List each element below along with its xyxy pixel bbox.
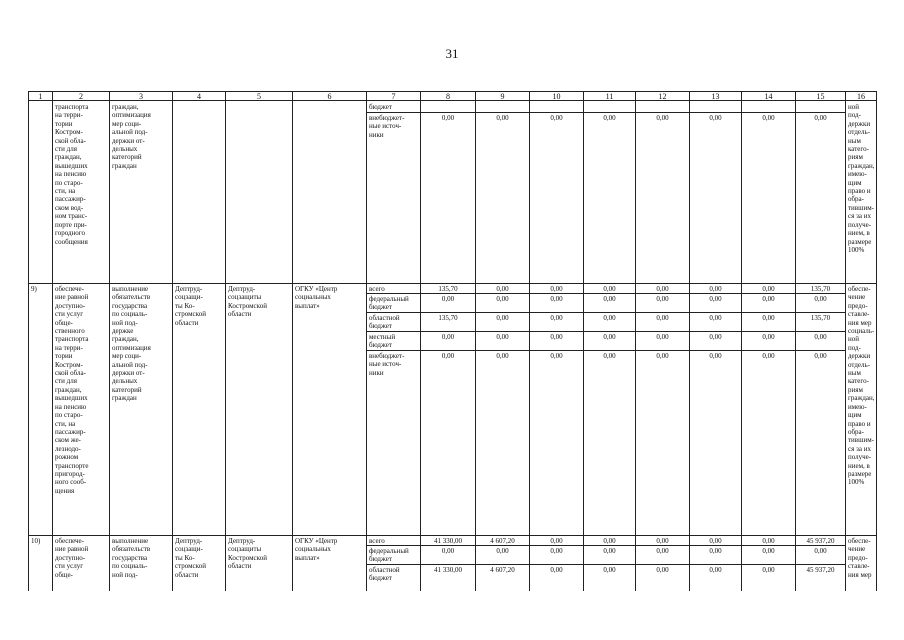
- amount-value: 0,00: [496, 114, 509, 122]
- amount-value: 0,00: [814, 547, 827, 555]
- amount-value: 0,00: [441, 352, 455, 360]
- column-header: 9: [475, 91, 529, 101]
- cell-text: ной под- держки отдель- ным катего- риям граждан, имею- щим право и обра- тившим- ся за их получе- нием, в размере 100%: [848, 103, 874, 254]
- amount-value: 0,00: [709, 285, 722, 293]
- amount-value: 0,00: [496, 352, 509, 360]
- amount-value: 0,00: [656, 314, 669, 322]
- column-line: [420, 101, 421, 591]
- amount-value: 0,00: [550, 285, 563, 293]
- amount-value: 0,00: [550, 352, 563, 360]
- column-header: 3: [109, 91, 172, 101]
- cell-text: 9): [31, 285, 37, 293]
- source-label: федеральный бюджет: [369, 547, 409, 564]
- source-label: внебюджет- ные источ- ники: [369, 352, 405, 377]
- amount-value: 0,00: [656, 295, 669, 303]
- amount-value: 0,00: [603, 537, 616, 545]
- amount-value: 0,00: [550, 333, 563, 341]
- cell-text: Дептруд- соцзащиты Костромской области: [228, 537, 267, 571]
- amount-value: 0,00: [762, 114, 775, 122]
- column-line: [172, 101, 173, 591]
- column-line: [529, 101, 530, 591]
- column-header: 1: [28, 91, 52, 101]
- amount-value: 0,00: [550, 314, 563, 322]
- column-header: 6: [292, 91, 366, 101]
- amount-value: 135,70: [810, 285, 831, 293]
- amount-value: 0,00: [441, 547, 455, 555]
- column-header: 4: [172, 91, 225, 101]
- amount-value: 0,00: [550, 295, 563, 303]
- column-header: 5: [225, 91, 292, 101]
- cell-text: граждан, оптимизация мер соци- альной под- держки от- дельных категорий граждан: [112, 103, 151, 170]
- amount-value: 41 330,00: [434, 537, 462, 545]
- cell-text: Дептруд- соцзащиты Костромской области: [228, 285, 267, 319]
- page-number: 31: [445, 46, 459, 61]
- column-line: [795, 101, 796, 591]
- amount-value: 0,00: [656, 537, 669, 545]
- column-header: 8: [420, 91, 475, 101]
- column-header: 16: [845, 91, 877, 101]
- amount-value: 0,00: [762, 352, 775, 360]
- amount-value: 0,00: [550, 537, 563, 545]
- cell-text: обеспече- ние равной доступно- сти услуг обще-: [55, 537, 89, 579]
- cell-text: транспорта на терри- тории Костром- ской обла- сти для граждан, вышедших на пенсию по старо- сти, на пассажир- ском вод- ном транс- порте при- городного сообщения: [55, 103, 89, 246]
- column-header: 2: [52, 91, 109, 101]
- amount-value: 0,00: [496, 285, 509, 293]
- cell-text: Дептруд- соцзащи- ты Ко- стромской области: [175, 537, 206, 579]
- amount-value: 0,00: [709, 314, 722, 322]
- amount-value: 0,00: [762, 285, 775, 293]
- amount-value: 0,00: [603, 114, 616, 122]
- amount-value: 0,00: [441, 295, 455, 303]
- amount-value: 0,00: [709, 547, 722, 555]
- amount-value: 0,00: [762, 537, 775, 545]
- amount-value: 0,00: [603, 333, 616, 341]
- column-header: 10: [529, 91, 583, 101]
- amount-value: 0,00: [496, 333, 509, 341]
- cell-text: Дептруд- соцзащи- ты Ко- стромской области: [175, 285, 206, 327]
- column-line: [109, 101, 110, 591]
- amount-value: 0,00: [656, 566, 669, 574]
- cell-text: 10): [31, 537, 41, 545]
- cell-text: обеспе- чение предо- ставле- ния мер социаль- ной под- держки отдель- ным катего- риям граждан, имею- щим право и обра- тившим- ся за их получе- нием, в размере 100%: [848, 285, 874, 487]
- amount-value: 0,00: [656, 547, 669, 555]
- amount-value: 0,00: [709, 537, 722, 545]
- cell-text: ОГКУ «Центр социальных выплат»: [295, 537, 338, 562]
- column-header: 13: [689, 91, 741, 101]
- subrow-line: [366, 564, 845, 565]
- amount-value: 0,00: [550, 547, 563, 555]
- source-label: областной бюджет: [369, 314, 400, 331]
- source-label: бюджет: [369, 103, 392, 111]
- source-label: областной бюджет: [369, 566, 400, 583]
- column-line: [28, 101, 29, 591]
- column-header: 12: [635, 91, 689, 101]
- amount-value: 0,00: [709, 114, 722, 122]
- column-header: 11: [583, 91, 635, 101]
- amount-value: 135,70: [438, 314, 458, 322]
- subrow-line: [366, 112, 845, 113]
- amount-value: 0,00: [762, 333, 775, 341]
- amount-value: 0,00: [603, 295, 616, 303]
- amount-value: 0,00: [709, 295, 722, 303]
- amount-value: 0,00: [656, 114, 669, 122]
- amount-value: 41 330,00: [434, 566, 462, 574]
- cell-text: выполнение обязательств государства по социаль- ной под-: [112, 537, 151, 579]
- subrow-line: [366, 312, 845, 313]
- amount-value: 135,70: [810, 314, 831, 322]
- amount-value: 0,00: [709, 333, 722, 341]
- amount-value: 0,00: [814, 333, 827, 341]
- amount-value: 45 937,20: [806, 537, 835, 545]
- cell-text: обеспече- ние равной доступно- сти услуг обще- ственного транспорта на терри- тории Костром- ской обла- сти для граждан, вышедших на пенсию по старо- сти, на пассажир- ском же- лезнодо- рожном транспорте пригород- ного сооб- щения: [55, 285, 89, 495]
- column-line: [876, 101, 877, 591]
- column-header: 15: [795, 91, 845, 101]
- amount-value: 0,00: [603, 566, 616, 574]
- source-label: местный бюджет: [369, 333, 396, 350]
- amount-value: 4 607,20: [490, 537, 515, 545]
- subrow-line: [366, 545, 845, 546]
- amount-value: 0,00: [762, 314, 775, 322]
- column-line: [845, 101, 846, 591]
- column-line: [292, 101, 293, 591]
- amount-value: 0,00: [603, 547, 616, 555]
- amount-value: 0,00: [603, 352, 616, 360]
- subrow-line: [366, 293, 845, 294]
- row-separator: [28, 535, 876, 536]
- column-line: [689, 101, 690, 591]
- column-header: 14: [741, 91, 795, 101]
- amount-value: 0,00: [762, 566, 775, 574]
- amount-value: 0,00: [656, 352, 669, 360]
- amount-value: 0,00: [441, 114, 455, 122]
- source-label: внебюджет- ные источ- ники: [369, 114, 405, 139]
- amount-value: 0,00: [814, 352, 827, 360]
- amount-value: 0,00: [441, 333, 455, 341]
- budget-table: [28, 91, 876, 591]
- source-label: всего: [369, 537, 385, 545]
- amount-value: 0,00: [603, 285, 616, 293]
- amount-value: 0,00: [656, 285, 669, 293]
- subrow-line: [366, 331, 845, 332]
- amount-value: 0,00: [496, 295, 509, 303]
- column-line: [475, 101, 476, 591]
- column-line: [583, 101, 584, 591]
- amount-value: 45 937,20: [806, 566, 835, 574]
- source-label: федеральный бюджет: [369, 295, 409, 312]
- amount-value: 0,00: [550, 114, 563, 122]
- column-line: [52, 101, 53, 591]
- column-line: [366, 101, 367, 591]
- amount-value: 0,00: [709, 566, 722, 574]
- amount-value: 4 607,20: [490, 566, 515, 574]
- amount-value: 0,00: [762, 547, 775, 555]
- amount-value: 0,00: [603, 314, 616, 322]
- column-line: [635, 101, 636, 591]
- column-header: 7: [366, 91, 420, 101]
- amount-value: 135,70: [438, 285, 458, 293]
- amount-value: 0,00: [496, 547, 509, 555]
- cell-text: ОГКУ «Центр социальных выплат»: [295, 285, 338, 310]
- cell-text: обеспе- чение предо- ставле- ния мер: [848, 537, 872, 579]
- source-label: всего: [369, 285, 385, 293]
- amount-value: 0,00: [762, 295, 775, 303]
- row-separator: [28, 283, 876, 284]
- amount-value: 0,00: [550, 566, 563, 574]
- cell-text: выполнение обязательств государства по социаль- ной под- держке граждан, оптимизация мер соци- альной под- держки от- дельных категорий граждан: [112, 285, 151, 403]
- subrow-line: [366, 350, 845, 351]
- amount-value: 0,00: [814, 114, 827, 122]
- column-line: [741, 101, 742, 591]
- amount-value: 0,00: [709, 352, 722, 360]
- amount-value: 0,00: [814, 295, 827, 303]
- amount-value: 0,00: [656, 333, 669, 341]
- amount-value: 0,00: [496, 314, 509, 322]
- column-line: [225, 101, 226, 591]
